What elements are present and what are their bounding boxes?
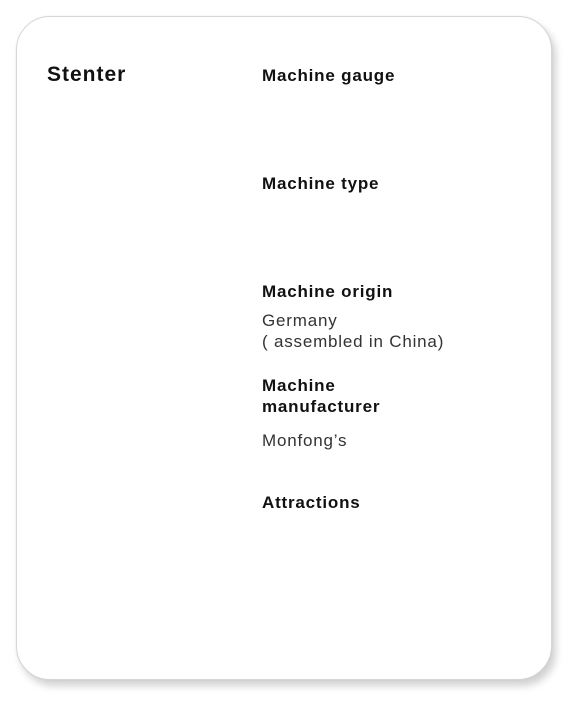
machine-origin-label: Machine origin xyxy=(262,282,394,301)
attractions-label: Attractions xyxy=(262,493,361,512)
machine-origin-value-line1: Germany xyxy=(262,311,338,330)
machine-manufacturer-label-line1: Machine xyxy=(262,376,336,395)
card-title: Stenter xyxy=(47,63,127,86)
machine-manufacturer-label-line2: manufacturer xyxy=(262,397,381,416)
machine-origin-value-line2: ( assembled in China) xyxy=(262,332,445,351)
machine-manufacturer-value: Monfong’s xyxy=(262,431,348,450)
machine-type-label: Machine type xyxy=(262,174,380,193)
machine-gauge-label: Machine gauge xyxy=(262,66,396,85)
spec-card xyxy=(16,16,552,680)
